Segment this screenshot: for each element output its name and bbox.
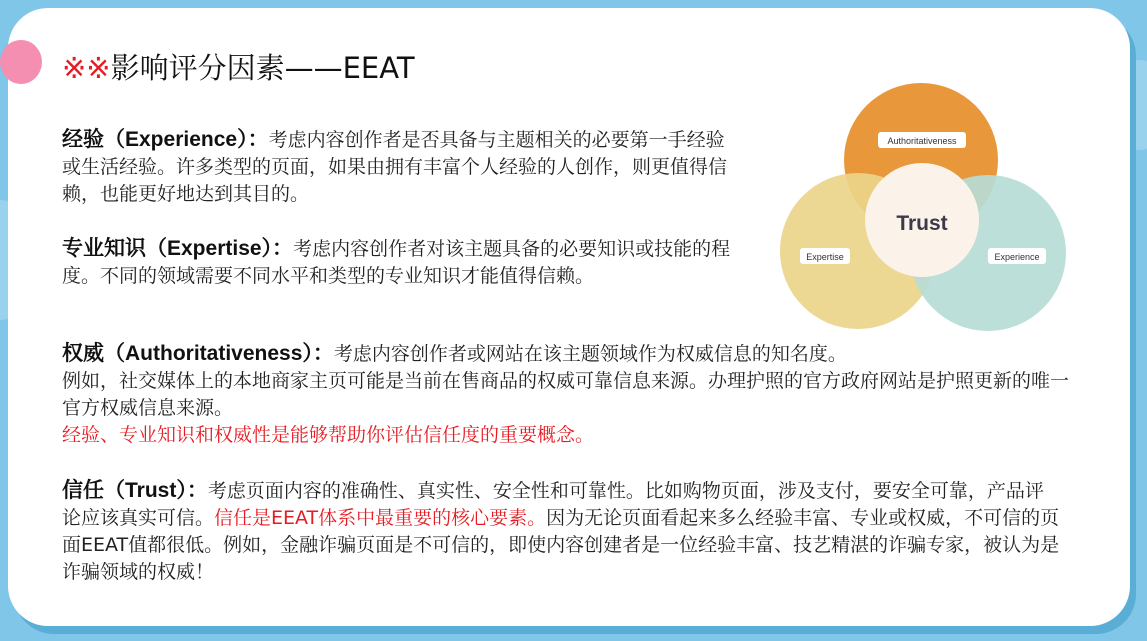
authoritativeness-highlight: 经验、专业知识和权威性是能够帮助你评估信任度的重要概念。 <box>62 424 595 446</box>
trust-text-b: 因为无论页面看起来多么经验丰富、专业或权威，不可信的页面EEAT值都很低。例如，金融诈骗页面是不可信的，即使内容创建者是一位经验丰富、技艺精湛的诈骗专家，被认为是诈骗领域的权威！ <box>62 507 1060 583</box>
trust-text-a: 考虑页面内容的准确性、真实性、安全性和可靠性。比如购物页面，涉及支付，要安全可靠，产品评论应该真实可信。 <box>62 480 1044 529</box>
decorative-pink-dot <box>0 40 42 84</box>
venn-label-trust: Trust <box>896 212 948 235</box>
slide-title-text: 影响评分因素——EEAT <box>110 51 415 85</box>
trust-paragraph <box>62 477 1062 586</box>
experience-text: 考虑内容创作者是否具备与主题相关的必要第一手经验或生活经验。许多类型的页面，如果由拥有丰富个人经验的人创作，则更值得信赖，也能更好地达到其目的。 <box>62 129 728 205</box>
expertise-paragraph <box>62 235 742 290</box>
venn-label-experience: Experience <box>994 252 1040 262</box>
experience-label: 经验（Experience）： <box>62 128 269 151</box>
authoritativeness-text: 考虑内容创作者或网站在该主题领域作为权威信息的知名度。 <box>333 343 847 365</box>
expertise-text: 考虑内容创作者对该主题具备的必要知识或技能的程度。不同的领域需要不同水平和类型的专业知识才能值得信赖。 <box>62 238 731 287</box>
eeat-venn-diagram <box>770 80 1080 340</box>
slide-title <box>62 46 415 87</box>
venn-label-authoritativeness: Authoritativeness <box>887 136 957 146</box>
authoritativeness-paragraph <box>62 340 1072 449</box>
authoritativeness-label: 权威（Authoritativeness）： <box>62 342 334 365</box>
reference-mark-icon: ※※ <box>62 51 111 85</box>
experience-paragraph <box>62 126 742 208</box>
trust-label: 信任（Trust）： <box>62 479 208 502</box>
trust-highlight: 信任是EEAT体系中最重要的核心要素。 <box>214 507 547 529</box>
expertise-label: 专业知识（Expertise）： <box>62 237 294 260</box>
venn-label-expertise: Expertise <box>806 252 844 262</box>
authoritativeness-example: 例如，社交媒体上的本地商家主页可能是当前在售商品的权威可靠信息来源。办理护照的官方政府网站是护照更新的唯一官方权威信息来源。 <box>62 370 1070 419</box>
